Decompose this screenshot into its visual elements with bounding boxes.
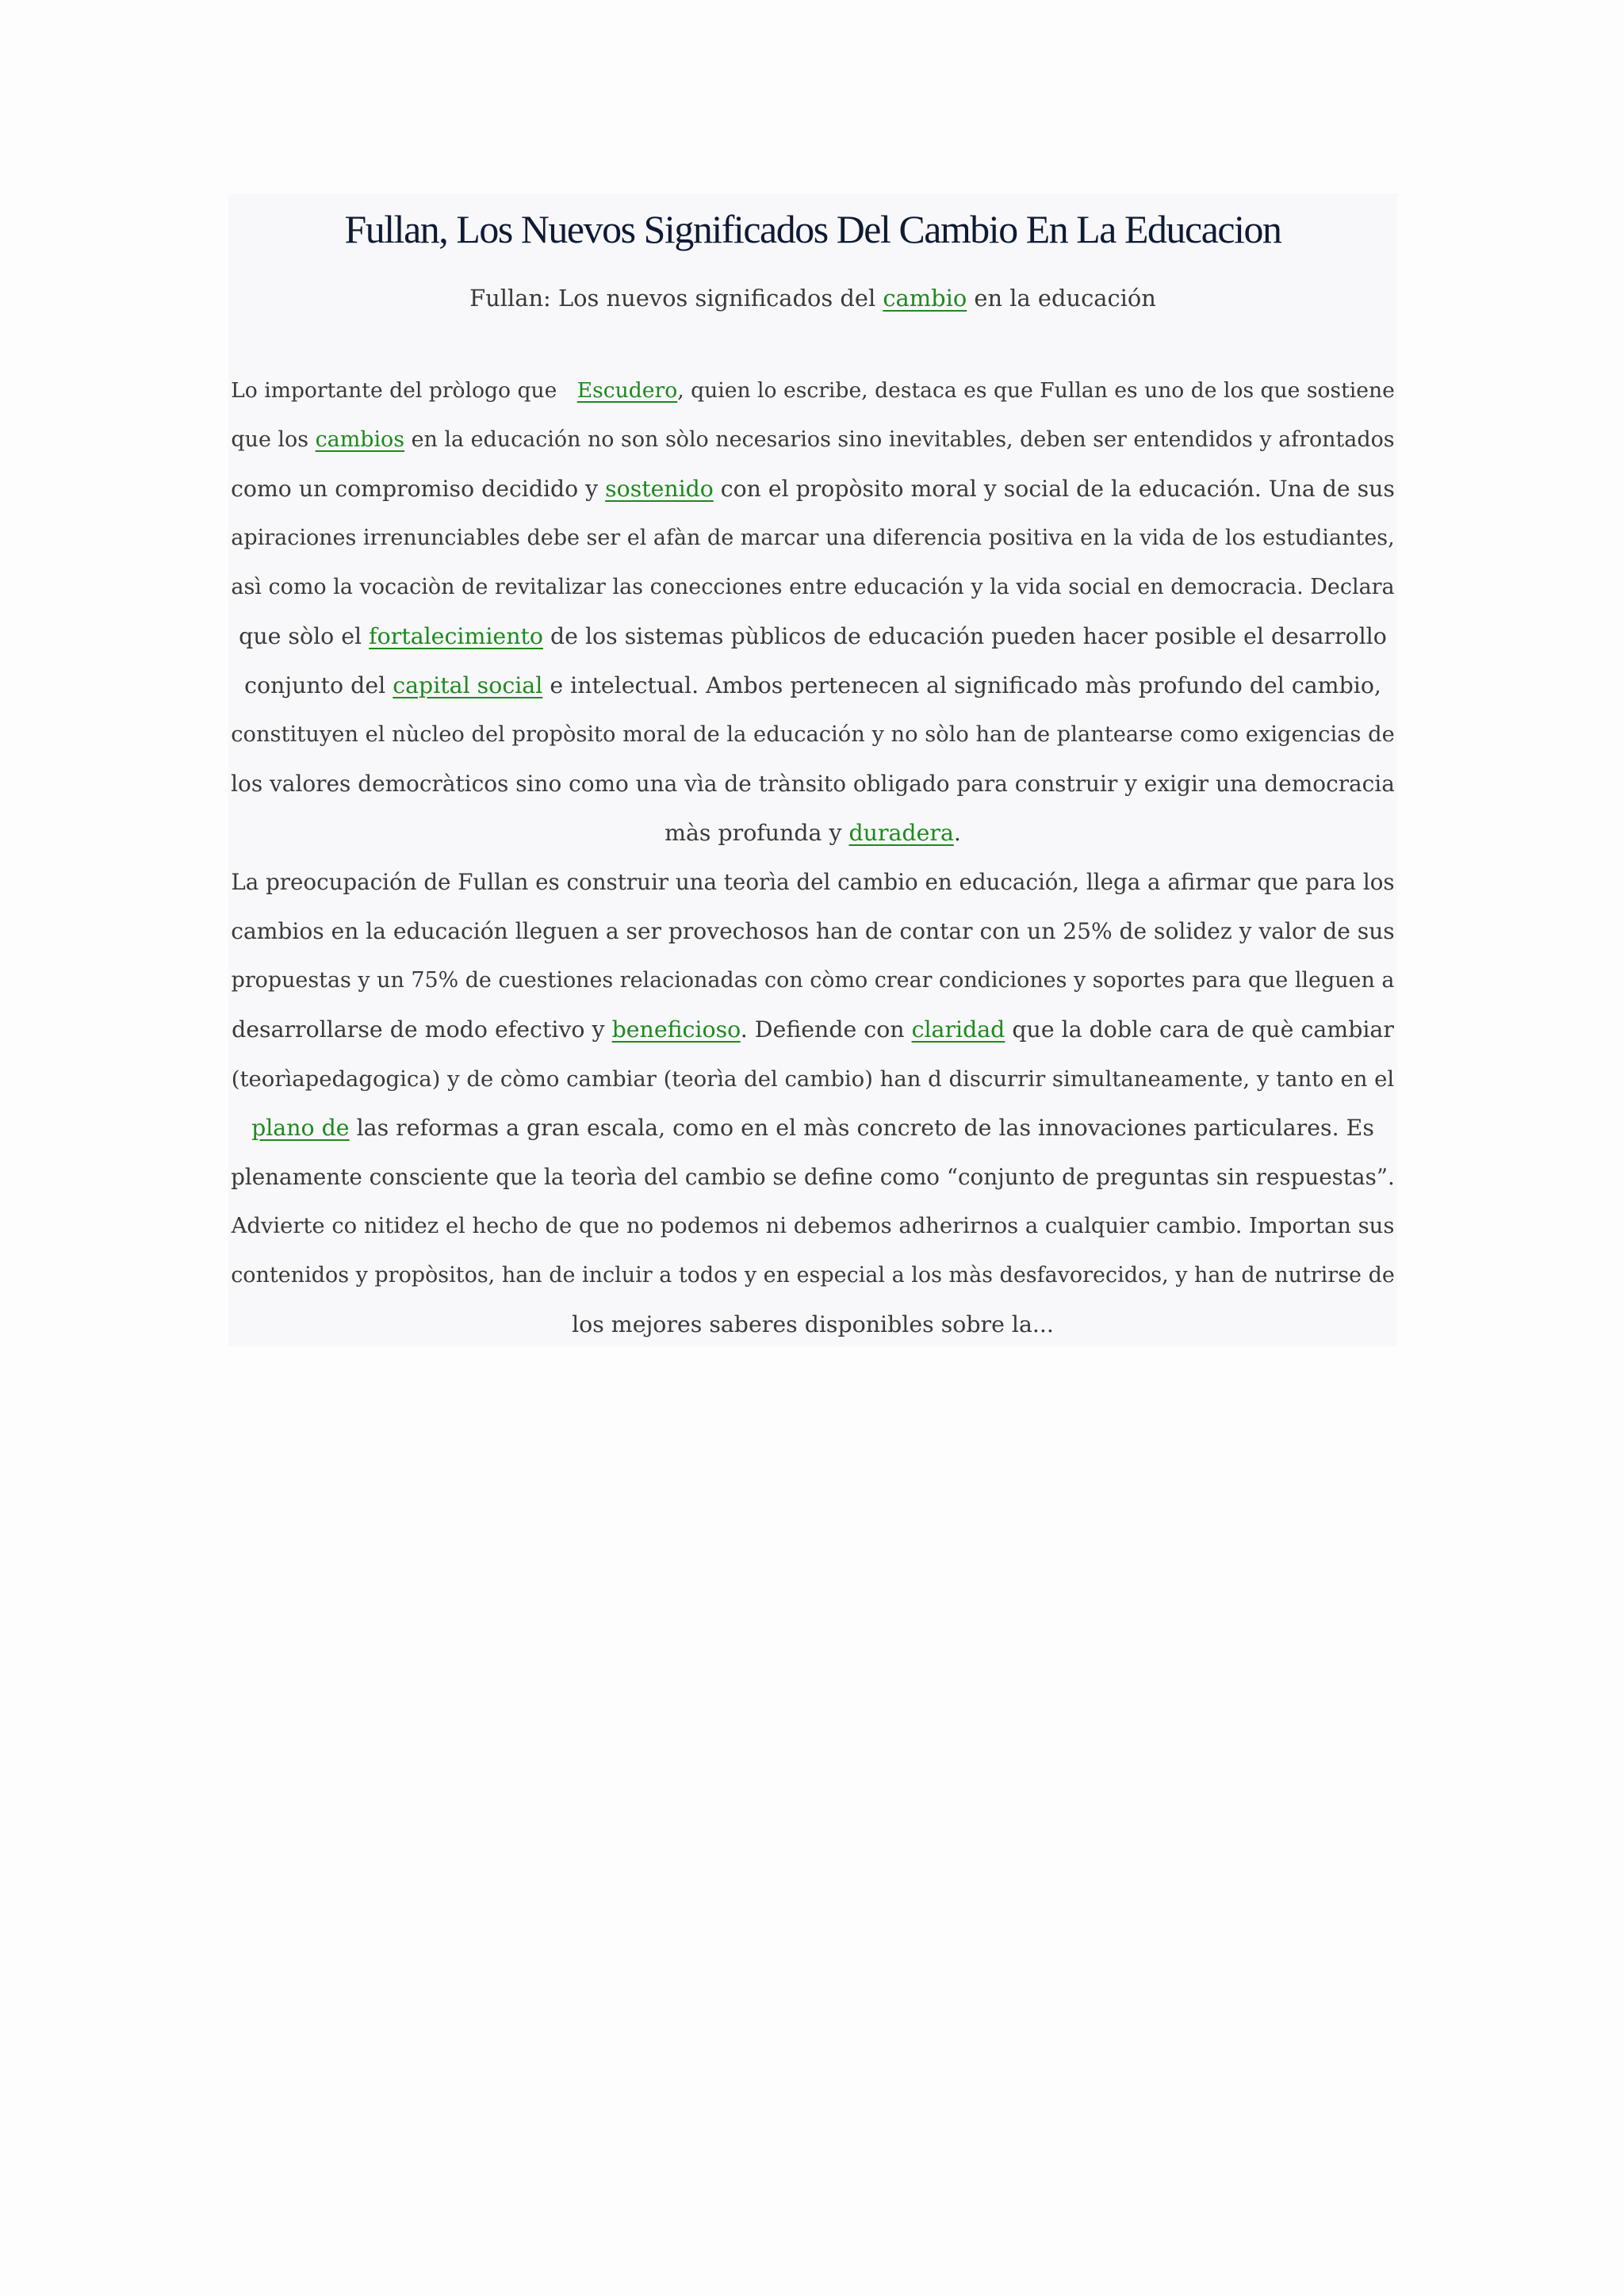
- text-line: cambios en la educación lleguen a ser provechosos han de contar con un 25% de solidez y valor de sus: [231, 918, 1395, 944]
- text-line: [228, 612, 1397, 661]
- text-span: que sòlo el: [239, 623, 370, 649]
- link-capital-social[interactable]: capital social: [393, 672, 543, 698]
- text-span: las reformas a gran escala, como en el màs concreto de las innovaciones particulares. Es: [349, 1115, 1374, 1141]
- text-span: de los sistemas pùblicos de educación pueden hacer posible el desarrollo: [542, 623, 1387, 649]
- article-panel: [228, 193, 1397, 1346]
- text-line: contenidos y propòsitos, han de incluir a todos y en especial a los màs desfavorecidos, y han de nutrirse de: [231, 1263, 1395, 1288]
- text-span: Lo importante del pròlogo que: [231, 378, 577, 403]
- text-span: , quien lo escribe, destaca es que Fullan es uno de los que sostiene: [677, 378, 1395, 403]
- text-span: e intelectual. Ambos pertenecen al significado màs profundo del cambio,: [542, 672, 1381, 698]
- text-line: [228, 366, 1397, 415]
- text-line: los mejores saberes disponibles sobre la...: [572, 1311, 1054, 1337]
- link-beneficioso[interactable]: beneficioso: [611, 1016, 741, 1043]
- text-span: como un compromiso decidido y: [231, 476, 606, 502]
- link-sostenido[interactable]: sostenido: [605, 476, 714, 502]
- text-span: en la educación no son sòlo necesarios sino inevitables, deben ser entendidos y afrontados: [404, 427, 1395, 452]
- text-line: asì como la vocaciòn de revitalizar las conecciones entre educación y la vida social en democracia. Declara: [231, 575, 1395, 599]
- text-span: màs profunda y: [665, 820, 849, 846]
- link-claridad[interactable]: claridad: [911, 1016, 1005, 1043]
- text-span: que los: [231, 427, 316, 452]
- text-span: . Defiende con: [740, 1016, 912, 1043]
- text-line: [228, 465, 1397, 514]
- text-line: [228, 1104, 1397, 1153]
- link-plano-de[interactable]: plano de: [251, 1115, 350, 1141]
- link-duradera[interactable]: duradera: [848, 820, 954, 846]
- page-title: Fullan, Los Nuevos Significados Del Cambio En La Educacion: [344, 208, 1281, 251]
- text-line: los valores democràticos sino como una vìa de trànsito obligado para construir y exigir una democracia: [231, 771, 1395, 797]
- subtitle: [228, 279, 1397, 317]
- text-line: (teorìapedagogica) y de còmo cambiar (teorìa del cambio) han d discurrir simultaneamente, y tanto en el: [231, 1066, 1395, 1092]
- text-span: desarrollarse de modo efectivo y: [232, 1016, 612, 1043]
- text-line: apiraciones irrenunciables debe ser el afàn de marcar una diferencia positiva en la vida de los estudiantes,: [231, 526, 1395, 550]
- subtitle-text-after: en la educación: [967, 285, 1156, 312]
- link-cambio[interactable]: cambio: [883, 285, 967, 312]
- text-line: [228, 415, 1397, 465]
- text-span: conjunto del: [244, 672, 393, 698]
- text-line: [228, 1005, 1397, 1054]
- text-line: propuestas y un 75% de cuestiones relacionadas con còmo crear condiciones y soportes para que lleguen a: [231, 968, 1395, 993]
- text-line: Advierte co nitidez el hecho de que no podemos ni debemos adherirnos a cualquier cambio. Importan sus: [231, 1214, 1395, 1238]
- link-escudero[interactable]: Escudero: [576, 378, 678, 403]
- text-line: La preocupación de Fullan es construir una teorìa del cambio en educación, llega a afirmar que para los: [231, 869, 1395, 895]
- article-body: [228, 366, 1397, 1349]
- text-line: [228, 809, 1397, 858]
- paragraph-1: [228, 366, 1397, 858]
- subtitle-text-before: Fullan: Los nuevos significados del: [469, 285, 883, 312]
- text-span: .: [953, 820, 961, 846]
- text-span: que la doble cara de què cambiar: [1005, 1016, 1394, 1043]
- link-cambios[interactable]: cambios: [315, 427, 405, 452]
- paragraph-2: [228, 858, 1397, 1349]
- text-span: con el propòsito moral y social de la educación. Una de sus: [713, 476, 1395, 502]
- link-fortalecimiento[interactable]: fortalecimiento: [369, 623, 543, 649]
- text-line: [228, 661, 1397, 710]
- text-line: plenamente consciente que la teorìa del cambio se define como “conjunto de preguntas sin respuestas”.: [231, 1164, 1395, 1190]
- text-line: constituyen el nùcleo del propòsito moral de la educación y no sòlo han de plantearse como exigencias de: [231, 722, 1395, 747]
